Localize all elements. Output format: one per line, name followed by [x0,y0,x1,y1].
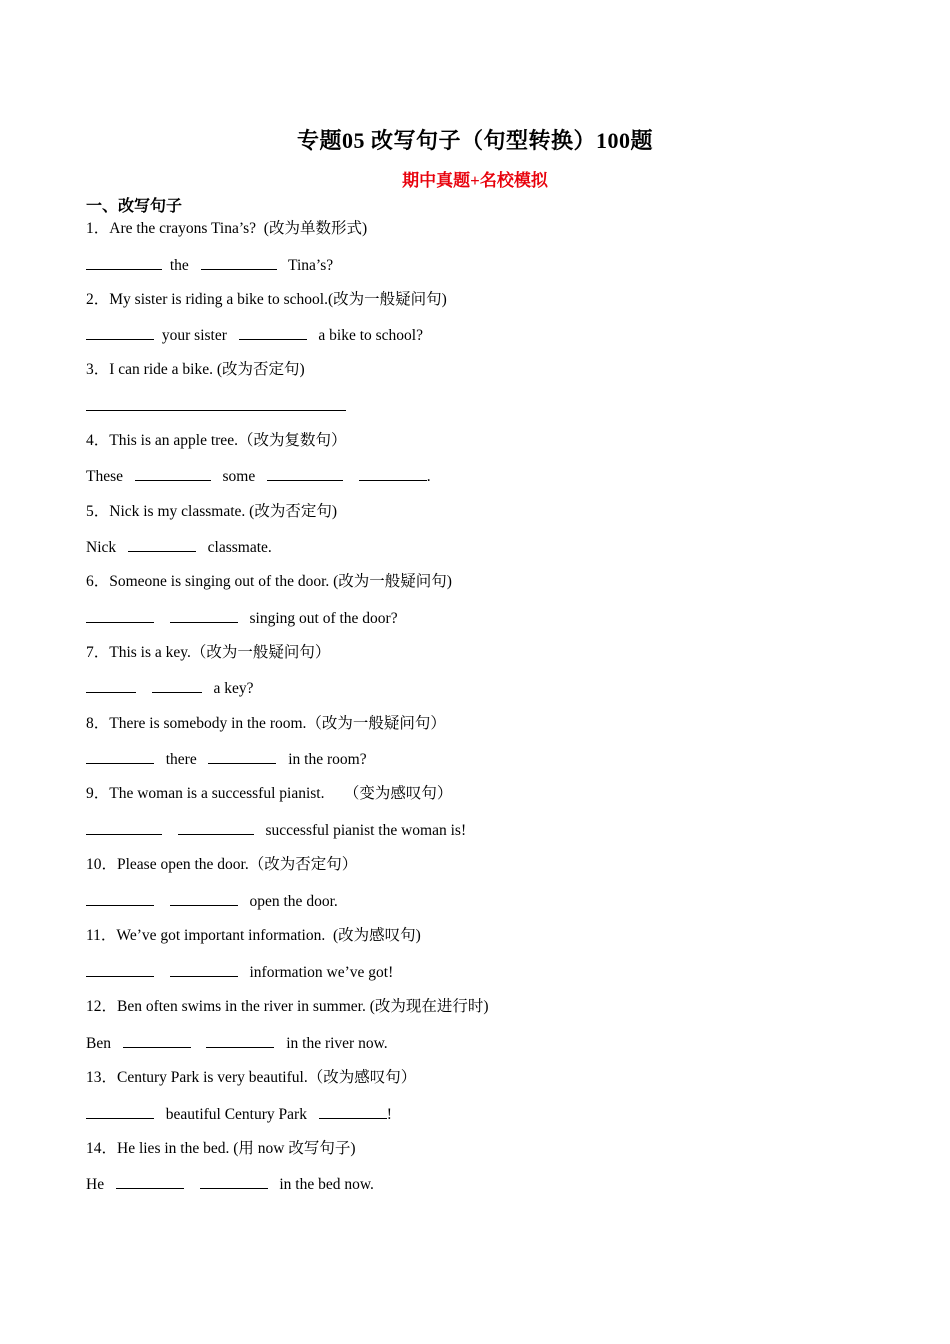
answer-blank[interactable] [123,1033,191,1048]
answer-line-4: These some . [86,468,431,485]
answer-blank[interactable] [116,1174,184,1189]
answer-blank[interactable] [86,962,154,977]
answer-line-8: there in the room? [86,749,367,770]
answer-line-6: singing out of the door? [86,608,398,629]
answer-blank[interactable] [86,608,154,623]
answer-blank[interactable] [267,466,343,481]
answer-blank[interactable] [178,820,254,835]
page-subtitle: 期中真题+名校模拟 [402,171,548,190]
question-14: 14．He lies in the bed. (用 now 改写句子) [86,1140,356,1157]
question-6: 6．Someone is singing out of the door. (改为一般疑问句) [86,573,452,590]
answer-line-2: your sister a bike to school? [86,325,423,346]
question-3: 3．I can ride a bike. (改为否定句) [86,361,305,378]
page-title: 专题05 改写句子（句型转换）100题 [296,128,653,153]
answer-blank[interactable] [86,891,154,906]
section-heading: 一、改写句子 [86,198,183,215]
question-1: 1．Are the crayons Tina’s? (改为单数形式) [86,220,368,237]
question-11: 11．We’ve got important information. (改为感叹句) [86,927,421,944]
question-13: 13．Century Park is very beautiful.（改为感叹句） [86,1069,417,1086]
answer-blank[interactable] [86,820,162,835]
answer-blank[interactable] [152,678,202,693]
answer-line-10: open the door. [86,891,338,912]
answer-blank[interactable] [359,466,427,481]
answer-line-7: a key? [86,678,254,699]
question-12: 12．Ben often swims in the river in summer. (改为现在进行时) [86,998,489,1015]
question-4: 4．This is an apple tree.（改为复数句） [86,432,347,449]
question-10: 10．Please open the door.（改为否定句） [86,856,358,873]
answer-blank[interactable] [86,749,154,764]
answer-line-14: He in the bed now. [86,1176,374,1193]
question-8: 8．There is somebody in the room.（改为一般疑问句） [86,715,446,732]
answer-blank[interactable] [86,678,136,693]
answer-blank[interactable] [239,325,307,340]
answer-blank[interactable] [128,537,196,552]
answer-line-13: beautiful Century Park ! [86,1104,392,1125]
answer-blank[interactable] [208,749,276,764]
answer-line-5: Nick classmate. [86,539,272,556]
answer-blank[interactable] [135,466,211,481]
answer-blank[interactable] [86,255,162,270]
answer-blank[interactable] [170,891,238,906]
question-5: 5．Nick is my classmate. (改为否定句) [86,503,337,520]
answer-blank[interactable] [319,1104,387,1119]
answer-blank[interactable] [170,608,238,623]
answer-blank[interactable] [86,325,154,340]
question-2: 2．My sister is riding a bike to school.(改为一般疑问句) [86,291,447,308]
answer-line-11: information we’ve got! [86,962,393,983]
answer-blank[interactable] [206,1033,274,1048]
answer-blank[interactable] [86,1104,154,1119]
answer-line-9: successful pianist the woman is! [86,820,466,841]
answer-blank[interactable] [200,1174,268,1189]
answer-blank[interactable] [201,255,277,270]
answer-line-1: the Tina’s? [86,255,333,276]
question-7: 7．This is a key.（改为一般疑问句） [86,644,331,661]
answer-blank[interactable] [86,396,346,411]
answer-line-12: Ben in the river now. [86,1035,388,1052]
question-9: 9．The woman is a successful pianist. （变为感叹句） [86,785,453,802]
answer-blank[interactable] [170,962,238,977]
answer-line-3 [86,396,350,417]
